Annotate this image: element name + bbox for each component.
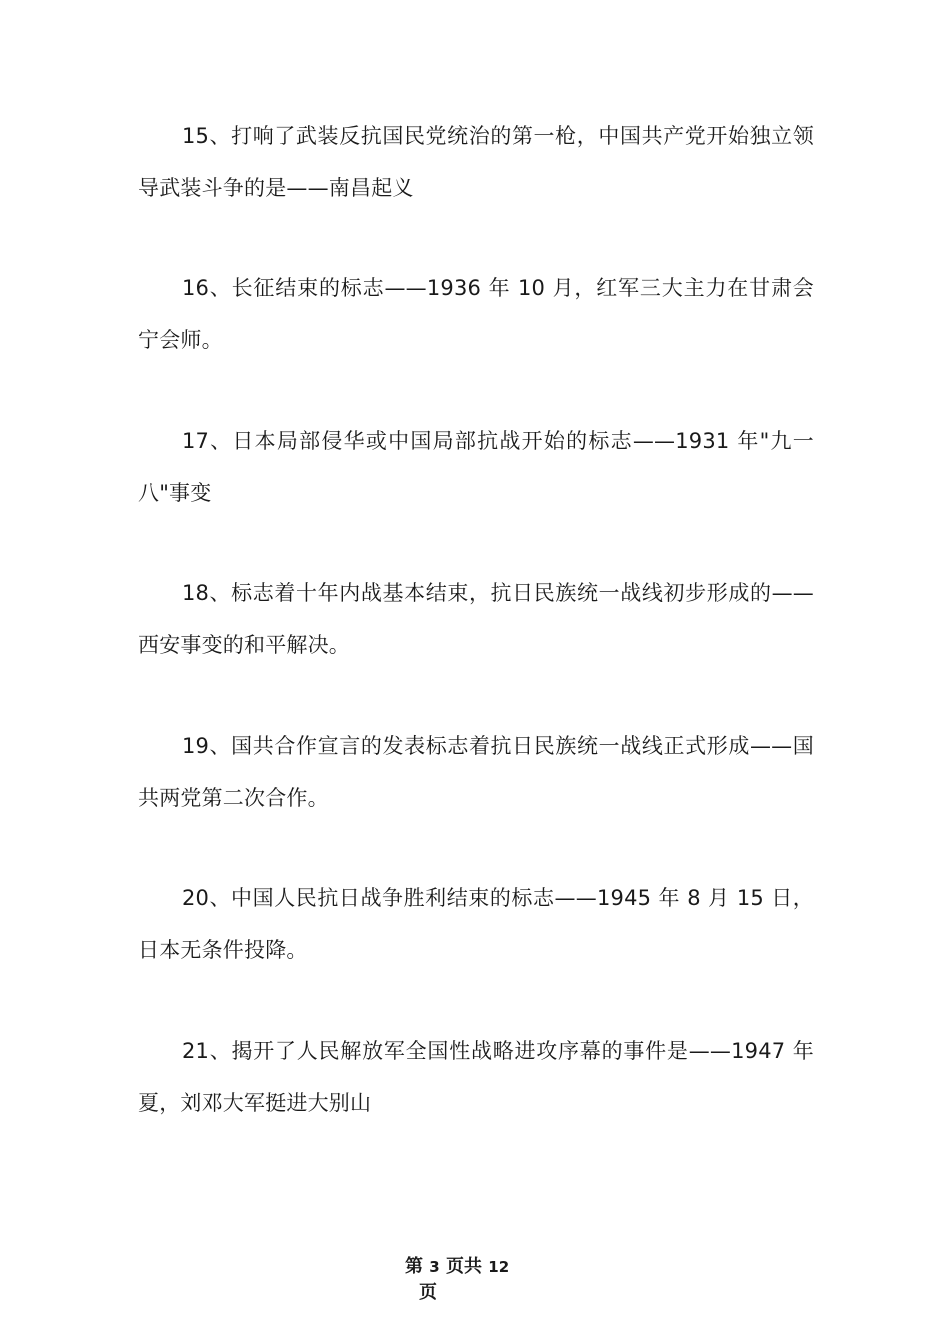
- footer-page-number: 3: [429, 1258, 440, 1276]
- footer-total-pages: 12: [488, 1258, 510, 1276]
- list-item: 18、标志着十年内战基本结束，抗日民族统一战线初步形成的——西安事变的和平解决。: [138, 581, 814, 657]
- footer-middle: 页共: [446, 1256, 482, 1277]
- list-item: 17、日本局部侵华或中国局部抗战开始的标志——1931 年"九一八"事变: [138, 429, 814, 505]
- list-item: 20、中国人民抗日战争胜利结束的标志——1945 年 8 月 15 日，日本无条件投降。: [138, 886, 814, 962]
- footer-suffix: 页: [419, 1282, 437, 1303]
- list-item: 15、打响了武装反抗国民党统治的第一枪，中国共产党开始独立领导武装斗争的是——南昌起义: [138, 124, 814, 200]
- list-item: 16、长征结束的标志——1936 年 10 月，红军三大主力在甘肃会宁会师。: [138, 276, 814, 352]
- page-footer: [405, 1254, 545, 1306]
- list-item: 21、揭开了人民解放军全国性战略进攻序幕的事件是——1947 年夏，刘邓大军挺进大别山: [138, 1039, 814, 1115]
- list-item: 19、国共合作宣言的发表标志着抗日民族统一战线正式形成——国共两党第二次合作。: [138, 734, 814, 810]
- footer-prefix: 第: [405, 1256, 423, 1277]
